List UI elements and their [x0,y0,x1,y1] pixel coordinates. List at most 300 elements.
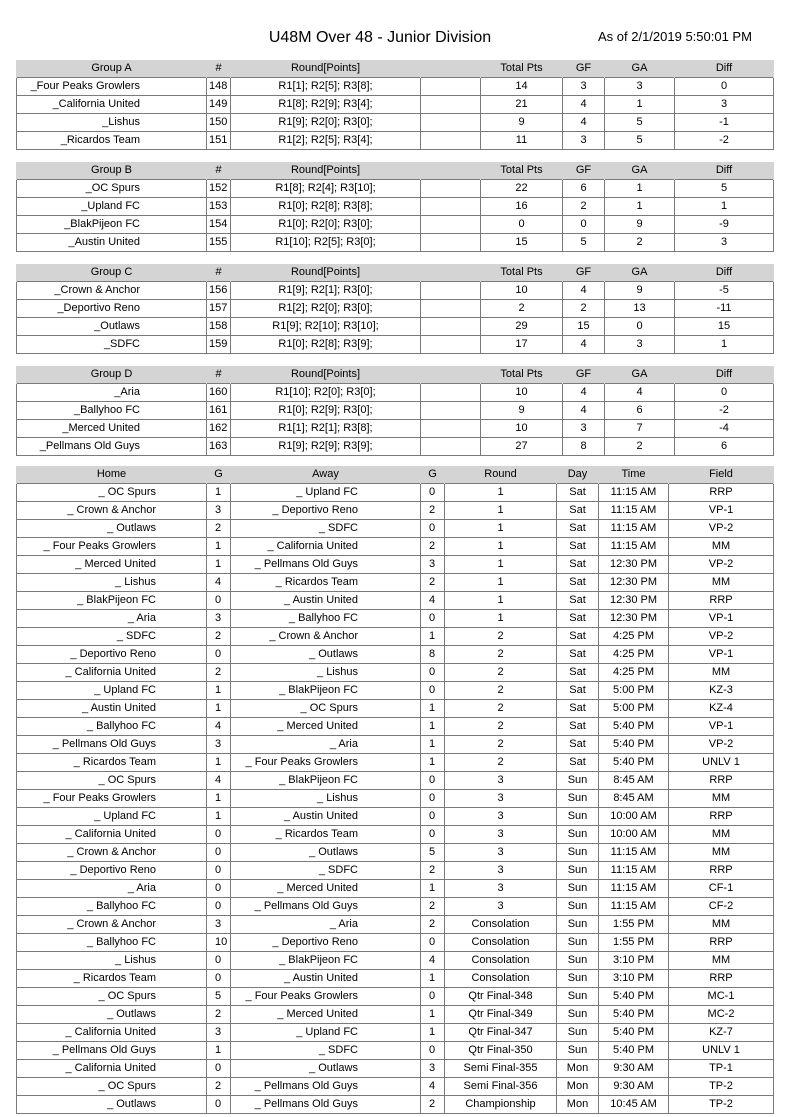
game-time: 12:30 PM [599,592,669,610]
table-row [17,664,774,682]
home-team: _ California United [17,1060,207,1078]
game-time: 5:40 PM [599,1024,669,1042]
team-number: 155 [207,234,231,252]
team-total-pts: 29 [481,318,563,336]
game-field: TP-2 [669,1078,774,1096]
home-team: _ Ricardos Team [17,970,207,988]
team-rounds: R1[9]; R2[0]; R3[0]; [231,114,421,132]
away-goals: 2 [421,1096,445,1114]
away-team: _ Outlaws [231,844,421,862]
team-gf: 3 [563,420,605,438]
team-diff: -2 [675,132,774,150]
game-field: RRP [669,934,774,952]
game-round: Consolation [445,952,557,970]
group-header-row [17,264,774,282]
away-goals: 8 [421,646,445,664]
away-team: _ Pellmans Old Guys [231,556,421,574]
home-goals: 3 [207,736,231,754]
table-row [17,336,774,354]
away-team: _ Aria [231,916,421,934]
team-rounds: R1[0]; R2[0]; R3[0]; [231,216,421,234]
game-round: 1 [445,502,557,520]
away-goals: 2 [421,862,445,880]
away-goals: 1 [421,880,445,898]
home-team: _ Upland FC [17,808,207,826]
home-goals: 3 [207,1024,231,1042]
col-ga: GA [605,366,675,384]
away-team: _ SDFC [231,520,421,538]
away-team: _ Austin United [231,808,421,826]
col-total-pts: Total Pts [481,162,563,180]
game-field: UNLV 1 [669,754,774,772]
game-day: Sun [557,862,599,880]
team-rounds: R1[2]; R2[5]; R3[4]; [231,132,421,150]
team-diff: -11 [675,300,774,318]
away-goals: 3 [421,1060,445,1078]
game-day: Sun [557,826,599,844]
game-field: UNLV 1 [669,1042,774,1060]
game-day: Sat [557,664,599,682]
team-rounds: R1[8]; R2[9]; R3[4]; [231,96,421,114]
table-row [17,592,774,610]
away-team: _ Merced United [231,1006,421,1024]
away-team: _ BlakPijeon FC [231,682,421,700]
away-goals: 0 [421,826,445,844]
team-diff: -2 [675,402,774,420]
home-team: _ Four Peaks Growlers [17,538,207,556]
game-time: 11:15 AM [599,844,669,862]
team-ga: 4 [605,384,675,402]
col-rounds: Round[Points] [231,264,421,282]
home-team: _ Pellmans Old Guys [17,736,207,754]
team-rounds: R1[1]; R2[5]; R3[8]; [231,78,421,96]
team-number: 151 [207,132,231,150]
team-total-pts: 2 [481,300,563,318]
team-diff: 3 [675,96,774,114]
home-team: _ Crown & Anchor [17,916,207,934]
spacer-cell [421,318,481,336]
home-goals: 4 [207,574,231,592]
home-goals: 2 [207,628,231,646]
game-day: Sat [557,484,599,502]
team-gf: 3 [563,132,605,150]
home-team: _ Pellmans Old Guys [17,1042,207,1060]
home-goals: 1 [207,790,231,808]
schedule-table [16,466,774,1114]
game-time: 11:15 AM [599,520,669,538]
game-field: CF-1 [669,880,774,898]
col-number: # [207,366,231,384]
team-diff: 1 [675,198,774,216]
game-round: Consolation [445,934,557,952]
game-time: 5:40 PM [599,718,669,736]
spacer-cell [421,96,481,114]
table-row [17,132,774,150]
team-number: 149 [207,96,231,114]
away-goals: 1 [421,736,445,754]
game-time: 4:25 PM [599,664,669,682]
game-time: 4:25 PM [599,628,669,646]
away-goals: 0 [421,934,445,952]
game-time: 10:45 AM [599,1096,669,1114]
team-total-pts: 10 [481,282,563,300]
home-team: _ SDFC [17,628,207,646]
team-rounds: R1[10]; R2[5]; R3[0]; [231,234,421,252]
col-number: # [207,264,231,282]
home-team: _ Deportivo Reno [17,862,207,880]
home-team: _ Aria [17,610,207,628]
away-goals: 1 [421,970,445,988]
game-time: 12:30 PM [599,610,669,628]
away-team: _ Pellmans Old Guys [231,1078,421,1096]
home-goals: 2 [207,1006,231,1024]
home-goals: 2 [207,1078,231,1096]
team-name: _Upland FC [17,198,207,216]
team-number: 163 [207,438,231,456]
table-row [17,646,774,664]
home-team: _ Crown & Anchor [17,502,207,520]
game-field: VP-1 [669,718,774,736]
team-rounds: R1[8]; R2[4]; R3[10]; [231,180,421,198]
team-total-pts: 21 [481,96,563,114]
game-round: Consolation [445,916,557,934]
game-day: Sun [557,916,599,934]
team-total-pts: 15 [481,234,563,252]
game-field: VP-2 [669,628,774,646]
game-time: 12:30 PM [599,574,669,592]
game-field: MM [669,916,774,934]
away-goals: 0 [421,988,445,1006]
team-total-pts: 10 [481,384,563,402]
col-rounds: Round[Points] [231,366,421,384]
team-gf: 4 [563,114,605,132]
team-name: _BlakPijeon FC [17,216,207,234]
game-round: 3 [445,808,557,826]
col-home-goals: G [207,466,231,484]
col-gf: GF [563,60,605,78]
away-team: _ Pellmans Old Guys [231,1096,421,1114]
team-ga: 6 [605,402,675,420]
team-rounds: R1[1]; R2[1]; R3[8]; [231,420,421,438]
team-gf: 4 [563,96,605,114]
team-diff: 0 [675,78,774,96]
game-round: 3 [445,790,557,808]
team-ga: 0 [605,318,675,336]
away-goals: 4 [421,592,445,610]
spacer-cell [421,420,481,438]
game-round: 1 [445,538,557,556]
col-spacer [421,60,481,78]
game-field: VP-2 [669,736,774,754]
home-team: _ Aria [17,880,207,898]
game-day: Sat [557,682,599,700]
away-goals: 0 [421,682,445,700]
team-gf: 3 [563,78,605,96]
group-header-row [17,60,774,78]
spacer-cell [421,402,481,420]
table-row [17,538,774,556]
home-goals: 0 [207,952,231,970]
spacer-cell [421,234,481,252]
page-title: U48M Over 48 - Junior Division [268,29,492,46]
game-time: 11:15 AM [599,502,669,520]
away-team: _ SDFC [231,1042,421,1060]
home-goals: 5 [207,988,231,1006]
game-round: 2 [445,700,557,718]
team-total-pts: 11 [481,132,563,150]
team-total-pts: 27 [481,438,563,456]
home-team: _ OC Spurs [17,772,207,790]
home-team: _ Ricardos Team [17,754,207,772]
team-name: _Ricardos Team [17,132,207,150]
team-number: 153 [207,198,231,216]
table-row [17,610,774,628]
col-day: Day [557,466,599,484]
home-team: _ California United [17,664,207,682]
game-day: Sun [557,970,599,988]
home-goals: 0 [207,862,231,880]
game-day: Mon [557,1060,599,1078]
team-diff: 6 [675,438,774,456]
game-round: 2 [445,754,557,772]
table-row [17,808,774,826]
game-day: Sun [557,988,599,1006]
team-name: _OC Spurs [17,180,207,198]
team-ga: 9 [605,282,675,300]
game-field: VP-2 [669,556,774,574]
team-name: _California United [17,96,207,114]
home-team: _ Austin United [17,700,207,718]
game-time: 11:15 AM [599,880,669,898]
home-goals: 0 [207,1060,231,1078]
table-row [17,844,774,862]
away-team: _ Austin United [231,970,421,988]
game-round: 3 [445,826,557,844]
game-time: 11:15 AM [599,898,669,916]
team-name: _SDFC [17,336,207,354]
away-goals: 4 [421,1078,445,1096]
away-goals: 0 [421,664,445,682]
game-round: Semi Final-356 [445,1078,557,1096]
table-row [17,1006,774,1024]
team-name: _Lishus [17,114,207,132]
game-time: 5:00 PM [599,700,669,718]
game-field: MM [669,664,774,682]
home-goals: 1 [207,754,231,772]
game-day: Sun [557,844,599,862]
spacer-cell [421,282,481,300]
team-rounds: R1[9]; R2[1]; R3[0]; [231,282,421,300]
game-field: KZ-4 [669,700,774,718]
col-away-goals: G [421,466,445,484]
table-row [17,420,774,438]
game-day: Mon [557,1096,599,1114]
away-team: _ Merced United [231,880,421,898]
game-round: Qtr Final-350 [445,1042,557,1060]
team-diff: 15 [675,318,774,336]
team-total-pts: 0 [481,216,563,234]
away-team: _ Deportivo Reno [231,934,421,952]
team-total-pts: 9 [481,114,563,132]
team-diff: 3 [675,234,774,252]
team-rounds: R1[0]; R2[8]; R3[9]; [231,336,421,354]
away-goals: 2 [421,538,445,556]
game-round: Qtr Final-347 [445,1024,557,1042]
away-team: _ Outlaws [231,1060,421,1078]
group-table [16,264,774,354]
team-name: _Pellmans Old Guys [17,438,207,456]
home-team: _ OC Spurs [17,484,207,502]
home-goals: 0 [207,880,231,898]
team-rounds: R1[10]; R2[0]; R3[0]; [231,384,421,402]
game-field: MM [669,790,774,808]
game-day: Sat [557,628,599,646]
table-row [17,700,774,718]
col-ga: GA [605,60,675,78]
spacer-cell [421,300,481,318]
table-row [17,318,774,336]
game-day: Sat [557,538,599,556]
team-gf: 6 [563,180,605,198]
home-goals: 2 [207,520,231,538]
game-day: Sat [557,754,599,772]
home-team: _ Crown & Anchor [17,844,207,862]
team-diff: 1 [675,336,774,354]
game-day: Sun [557,1024,599,1042]
team-gf: 4 [563,402,605,420]
table-row [17,1096,774,1114]
game-time: 1:55 PM [599,934,669,952]
spacer-cell [421,78,481,96]
col-ga: GA [605,264,675,282]
game-day: Sun [557,808,599,826]
table-row [17,682,774,700]
home-team: _ Outlaws [17,1006,207,1024]
col-gf: GF [563,162,605,180]
team-gf: 2 [563,300,605,318]
team-name: _Four Peaks Growlers [17,78,207,96]
game-day: Mon [557,1078,599,1096]
away-goals: 3 [421,556,445,574]
col-number: # [207,162,231,180]
home-goals: 3 [207,610,231,628]
home-goals: 0 [207,844,231,862]
table-row [17,438,774,456]
game-time: 12:30 PM [599,556,669,574]
team-ga: 5 [605,114,675,132]
group-table [16,60,774,150]
game-round: 2 [445,682,557,700]
team-total-pts: 17 [481,336,563,354]
team-total-pts: 10 [481,420,563,438]
col-total-pts: Total Pts [481,264,563,282]
team-number: 154 [207,216,231,234]
game-time: 5:00 PM [599,682,669,700]
team-name: _Crown & Anchor [17,282,207,300]
away-team: _ Deportivo Reno [231,502,421,520]
home-goals: 1 [207,700,231,718]
team-rounds: R1[0]; R2[8]; R3[8]; [231,198,421,216]
col-diff: Diff [675,162,774,180]
team-number: 157 [207,300,231,318]
game-field: MM [669,538,774,556]
game-time: 8:45 AM [599,772,669,790]
away-team: _ SDFC [231,862,421,880]
game-field: VP-1 [669,610,774,628]
away-goals: 0 [421,484,445,502]
home-goals: 3 [207,916,231,934]
away-goals: 0 [421,790,445,808]
group-table [16,162,774,252]
table-row [17,180,774,198]
team-diff: 5 [675,180,774,198]
home-team: _ Outlaws [17,520,207,538]
team-gf: 2 [563,198,605,216]
spacer-cell [421,384,481,402]
away-goals: 1 [421,628,445,646]
team-diff: -1 [675,114,774,132]
game-round: 1 [445,610,557,628]
table-row [17,736,774,754]
game-field: MC-2 [669,1006,774,1024]
game-field: MC-1 [669,988,774,1006]
team-gf: 4 [563,282,605,300]
spacer-cell [421,114,481,132]
team-ga: 13 [605,300,675,318]
home-goals: 1 [207,808,231,826]
game-round: Qtr Final-348 [445,988,557,1006]
table-row [17,216,774,234]
col-diff: Diff [675,366,774,384]
spacer-cell [421,216,481,234]
team-gf: 0 [563,216,605,234]
table-row [17,384,774,402]
team-number: 162 [207,420,231,438]
away-goals: 1 [421,1024,445,1042]
home-goals: 0 [207,1096,231,1114]
away-goals: 1 [421,700,445,718]
game-time: 8:45 AM [599,790,669,808]
home-goals: 10 [207,934,231,952]
away-goals: 1 [421,718,445,736]
home-goals: 3 [207,502,231,520]
game-day: Sun [557,790,599,808]
team-number: 158 [207,318,231,336]
away-goals: 2 [421,574,445,592]
spacer-cell [421,336,481,354]
table-row [17,78,774,96]
home-team: _ Outlaws [17,1096,207,1114]
away-goals: 0 [421,520,445,538]
home-goals: 0 [207,592,231,610]
table-row [17,790,774,808]
home-team: _ California United [17,1024,207,1042]
team-total-pts: 9 [481,402,563,420]
table-row [17,628,774,646]
game-field: RRP [669,808,774,826]
away-team: _ Lishus [231,664,421,682]
table-row [17,772,774,790]
home-goals: 1 [207,556,231,574]
game-field: TP-1 [669,1060,774,1078]
game-round: 2 [445,736,557,754]
game-day: Sat [557,700,599,718]
game-field: KZ-3 [669,682,774,700]
group-name: Group B [17,162,207,180]
game-round: 1 [445,574,557,592]
team-ga: 1 [605,96,675,114]
away-team: _ California United [231,538,421,556]
